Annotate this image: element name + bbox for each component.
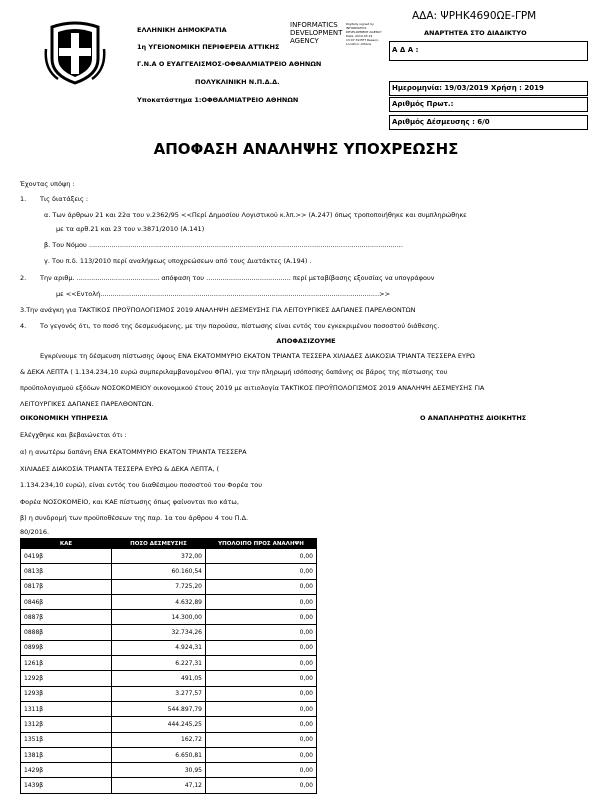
remaining-cell: 0,00 bbox=[206, 778, 317, 793]
commitment-number: Αριθμός Δέσμευσης : 6/0 bbox=[392, 118, 490, 126]
kae-cell: 1439β bbox=[21, 778, 112, 793]
table-row bbox=[21, 549, 317, 564]
table-row bbox=[21, 579, 317, 594]
decision-p3: προϋπολογισμού εξόδων ΝΟΣΟΚΟΜΕΙΟΥ οικονομικού έτους 2019 με αιτιολογία ΤΑΚΤΙΚΟΣ ΠΡΟΫΠΟΛΟΓΙΣΜΟΣ 2019 ΑΝΑΛΗΨΗ ΔΕΣΜΕΥΣΗΣ ΓΙΑ bbox=[20, 384, 485, 392]
kae-cell: 0813β bbox=[21, 564, 112, 579]
post-label: ΑΝΑΡΤΗΤΕΑ ΣΤΟ ΔΙΑΔΙΚΤΥΟ bbox=[424, 29, 527, 37]
kae-cell: 1292β bbox=[21, 671, 112, 686]
table-row bbox=[21, 640, 317, 655]
table-row bbox=[21, 732, 317, 747]
page-title: ΑΠΟΦΑΣΗ ΑΝΑΛΗΨΗΣ ΥΠΟΧΡΕΩΣΗΣ bbox=[153, 140, 459, 158]
kae-cell: 0419β bbox=[21, 549, 112, 564]
item-2-number: 2. bbox=[20, 274, 27, 282]
item-3-text: 3.Την ανάγκη για ΤΑΚΤΙΚΟΣ ΠΡΟΫΠΟΛΟΓΙΣΜΟΣ 2019 ΑΝΑΛΗΨΗ ΔΕΣΜΕΥΣΗΣ ΓΙΑ ΛΕΙΤΟΥΡΓΙΚΕΣ ΔΑΠΑΝΕΣ ΠΑΡΕΛΘΟΝΤΩΝ bbox=[20, 306, 416, 314]
item-1-text: Τις διατάξεις : bbox=[40, 195, 89, 203]
remaining-cell: 0,00 bbox=[206, 564, 317, 579]
item-1b-text: β. Του Νόμου ........................................................................................................................................................ bbox=[44, 241, 403, 249]
amount-cell: 6.650,81 bbox=[112, 747, 206, 762]
table-row bbox=[21, 594, 317, 609]
amount-cell: 544.897,79 bbox=[112, 701, 206, 716]
item-2-text: Την αριθμ. ........................................ απόφαση του ......................................... περί μεταβίβασης εξουσίας να υπογράφουν bbox=[40, 274, 435, 282]
header-kae: ΚΑΕ bbox=[21, 539, 112, 549]
check-b-line1: β) η συνδρομή των προϋποθέσεων της παρ. 1α του άρθρου 4 του Π.Δ. bbox=[20, 514, 249, 522]
decision-p4: ΛΕΙΤΟΥΡΓΙΚΕΣ ΔΑΠΑΝΕΣ ΠΑΡΕΛΘΟΝΤΩΝ. bbox=[20, 400, 154, 408]
amount-cell: 491,05 bbox=[112, 671, 206, 686]
amount-cell: 162,72 bbox=[112, 732, 206, 747]
ada-code: ΑΔΑ: ΨΡΗΚ4690ΩΕ-ΓΡΜ bbox=[412, 10, 537, 22]
kae-cell: 0846β bbox=[21, 594, 112, 609]
table-row bbox=[21, 656, 317, 671]
digital-signature: INFORMATICS DEVELOPMENT AGENCY bbox=[290, 21, 343, 45]
table-row bbox=[21, 763, 317, 778]
kae-cell: 0888β bbox=[21, 625, 112, 640]
kae-cell: 0887β bbox=[21, 610, 112, 625]
kae-cell: 1311β bbox=[21, 701, 112, 716]
remaining-cell: 0,00 bbox=[206, 640, 317, 655]
checked-text: Ελέγχθηκε και βεβαιώνεται ότι : bbox=[20, 431, 127, 439]
remaining-cell: 0,00 bbox=[206, 732, 317, 747]
table-row bbox=[21, 701, 317, 716]
amount-cell: 30,95 bbox=[112, 763, 206, 778]
item-1c-text: γ. Του π.δ. 113/2010 περί αναλήψεως υποχρεώσεων από τους Διατάκτες (Α.194) . bbox=[44, 257, 312, 265]
item-4-text: Το γεγονός ότι, το ποσό της δεσμευόμενης, με την παρούσα, πίστωσης είναι εντός του εγκεκριμένου ποσοστού διάθεσης. bbox=[40, 322, 440, 330]
amount-cell: 7.725,20 bbox=[112, 579, 206, 594]
amount-cell: 47,12 bbox=[112, 778, 206, 793]
remaining-cell: 0,00 bbox=[206, 625, 317, 640]
decide-heading: ΑΠΟΦΑΣΙΖΟΥΜΕ bbox=[276, 337, 336, 345]
kae-cell: 1351β bbox=[21, 732, 112, 747]
kae-cell: 1429β bbox=[21, 763, 112, 778]
amount-cell: 4.632,89 bbox=[112, 594, 206, 609]
ada-label: Α Δ Α : bbox=[392, 46, 419, 54]
header-remaining: ΥΠΟΛΟΙΠΟ ΠΡΟΣ ΑΝΑΛΗΨΗ bbox=[206, 539, 317, 549]
check-a-line4: Φορέα ΝΟΣΟΚΟΜΕΙΟ, και ΚΑΕ πίστωσης όπως φαίνονται πιο κάτω, bbox=[20, 498, 239, 506]
table-header-row bbox=[21, 539, 317, 549]
table-row bbox=[21, 686, 317, 701]
amount-cell: 32.734,26 bbox=[112, 625, 206, 640]
item-4-number: 4. bbox=[20, 322, 27, 330]
date-line: Ημερομηνία: 19/03/2019 Χρήση : 2019 bbox=[392, 84, 544, 92]
digital-signature-details: Digitally signed by INFORMATICS DEVELOPMENT AGENCY Date: 2019.03.19 13:07:39 EET Reason: Location: Athens bbox=[346, 22, 382, 46]
remaining-cell: 0,00 bbox=[206, 656, 317, 671]
protocol-label: Αριθμός Πρωτ.: bbox=[392, 100, 454, 108]
header-line-5: Υποκατάστημα 1:ΟΦΘΑΛΜΙΑΤΡΕΙΟ ΑΘΗΝΩΝ bbox=[137, 96, 299, 104]
table-row bbox=[21, 747, 317, 762]
remaining-cell: 0,00 bbox=[206, 594, 317, 609]
financial-service: ΟΙΚΟΝΟΜΙΚΗ ΥΠΗΡΕΣΙΑ bbox=[20, 414, 108, 422]
amount-cell: 372,00 bbox=[112, 549, 206, 564]
ada-box bbox=[389, 41, 588, 61]
check-a-line2: ΧΙΛΙΑΔΕΣ ΔΙΑΚΟΣΙΑ ΤΡΙΑΝΤΑ ΤΕΣΣΕΡΑ ΕΥΡΩ & ΔΕΚΑ ΛΕΠΤΑ, ( bbox=[20, 465, 220, 473]
table-row bbox=[21, 671, 317, 686]
header-line-1: ΕΛΛΗΝΙΚΗ ΔΗΜΟΚΡΑΤΙΑ bbox=[137, 26, 227, 34]
table-row bbox=[21, 778, 317, 793]
item-1a-cont: με τα αρθ.21 και 23 του ν.3871/2010 (Α.141) bbox=[56, 225, 205, 233]
amount-cell: 444.245,25 bbox=[112, 717, 206, 732]
deputy-director: Ο ΑΝΑΠΛΗΡΩΤΗΣ ΔΙΟΙΚΗΤΗΣ bbox=[420, 414, 527, 422]
header-line-4: ΠΟΛΥΚΛΙΝΙΚΗ Ν.Π.Δ.Δ. bbox=[195, 78, 280, 86]
table-row bbox=[21, 564, 317, 579]
item-2-cont: με <<Εντολή.......................................................................................................................................>> bbox=[56, 290, 391, 298]
table-row bbox=[21, 625, 317, 640]
amount-cell: 6.227,31 bbox=[112, 656, 206, 671]
decision-p1: Εγκρίνουμε τη δέσμευση πίστωσης ύψους ΕΝΑ ΕΚΑΤΟΜΜΥΡΙΟ ΕΚΑΤΟΝ ΤΡΙΑΝΤΑ ΤΕΣΣΕΡΑ ΧΙΛΙΑΔΕΣ ΔΙΑΚΟΣΙΑ ΤΡΙΑΝΤΑ ΤΕΣΣΕΡΑ ΕΥΡΩ bbox=[40, 352, 475, 360]
check-a-line3: 1.134.234,10 ευρώ), είναι εντός του διαθέσιμου ποσοστού του Φορέα του bbox=[20, 481, 263, 489]
coat-of-arms-icon bbox=[44, 19, 106, 89]
remaining-cell: 0,00 bbox=[206, 671, 317, 686]
item-1-number: 1. bbox=[20, 195, 27, 203]
remaining-cell: 0,00 bbox=[206, 747, 317, 762]
remaining-cell: 0,00 bbox=[206, 763, 317, 778]
amount-cell: 14.300,00 bbox=[112, 610, 206, 625]
remaining-cell: 0,00 bbox=[206, 579, 317, 594]
table-row bbox=[21, 717, 317, 732]
check-a-line1: α) η ανωτέρω δαπάνη ΕΝΑ ΕΚΑΤΟΜΜΥΡΙΟ ΕΚΑΤΟΝ ΤΡΙΑΝΤΑ ΤΕΣΣΕΡΑ bbox=[20, 448, 247, 456]
kae-cell: 1293β bbox=[21, 686, 112, 701]
kae-cell: 1312β bbox=[21, 717, 112, 732]
header-amount: ΠΟΣΟ ΔΕΣΜΕΥΣΗΣ bbox=[112, 539, 206, 549]
check-b-line2: 80/2016. bbox=[20, 528, 50, 536]
item-1a-text: α. Των άρθρων 21 και 22α του ν.2362/95 <<Περί Δημοσίου Λογιστικού κ.λπ.>> (Α.247) όπως τροποποιήθηκε και συμπληρώθηκε bbox=[44, 211, 467, 219]
amount-cell: 60.160,54 bbox=[112, 564, 206, 579]
kae-table bbox=[20, 538, 317, 794]
header-line-2: 1η ΥΓΕΙΟΝΟΜΙΚΗ ΠΕΡΙΦΕΡΕΙΑ ΑΤΤΙΚΗΣ bbox=[137, 43, 280, 51]
decision-p2: & ΔΕΚΑ ΛΕΠΤΑ ( 1.134.234,10 ευρώ συμπεριλαμβανομένου ΦΠΑ), για την πληρωμή ισόποσης δαπάνης σε βάρος της πίστωσης του bbox=[20, 368, 448, 376]
kae-cell: 0899β bbox=[21, 640, 112, 655]
remaining-cell: 0,00 bbox=[206, 717, 317, 732]
amount-cell: 4.924,31 bbox=[112, 640, 206, 655]
remaining-cell: 0,00 bbox=[206, 549, 317, 564]
kae-cell: 1261β bbox=[21, 656, 112, 671]
header-line-3: Γ.Ν.Α Ο ΕΥΑΓΓΕΛΙΣΜΟΣ-ΟΦΘΑΛΜΙΑΤΡΕΙΟ ΑΘΗΝΩΝ bbox=[137, 60, 322, 68]
remaining-cell: 0,00 bbox=[206, 686, 317, 701]
table-row bbox=[21, 610, 317, 625]
remaining-cell: 0,00 bbox=[206, 610, 317, 625]
kae-cell: 0817β bbox=[21, 579, 112, 594]
kae-cell: 1381β bbox=[21, 747, 112, 762]
intro-text: Έχοντας υπόψη : bbox=[20, 180, 75, 188]
amount-cell: 3.277,57 bbox=[112, 686, 206, 701]
remaining-cell: 0,00 bbox=[206, 701, 317, 716]
